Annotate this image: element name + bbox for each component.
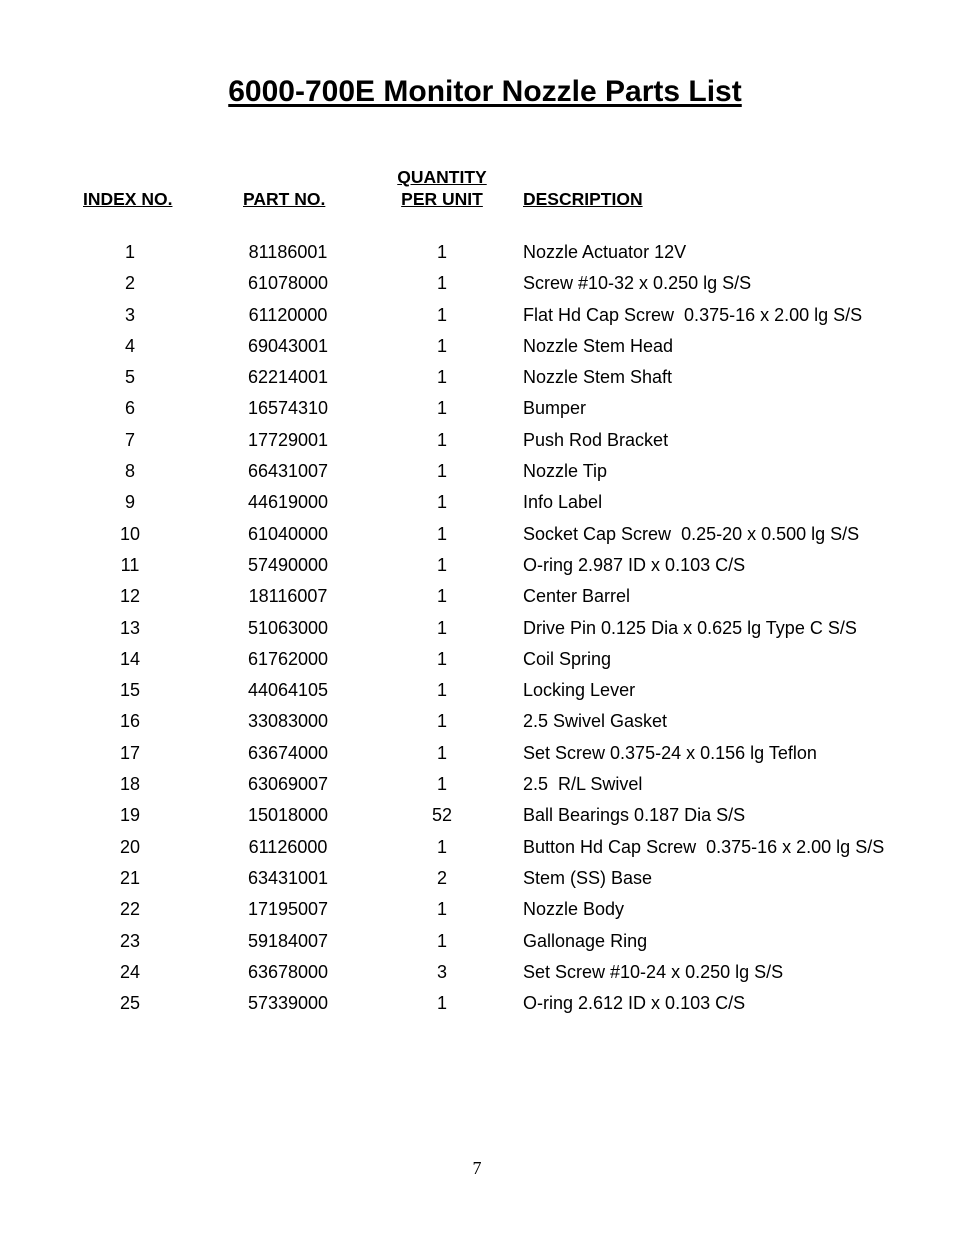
cell-quantity: 3 xyxy=(436,961,447,982)
cell-part-no: 61762000 xyxy=(247,648,329,669)
cell-description: Coil Spring xyxy=(523,648,612,669)
table-row xyxy=(0,988,954,1019)
table-row xyxy=(0,550,954,581)
table-row xyxy=(0,393,954,424)
table-row xyxy=(0,863,954,894)
table-row xyxy=(0,362,954,393)
cell-description: Nozzle Stem Head xyxy=(523,335,674,356)
cell-index: 12 xyxy=(119,586,141,607)
cell-part-no: 61040000 xyxy=(247,523,329,544)
cell-quantity: 1 xyxy=(436,930,447,951)
cell-quantity: 1 xyxy=(436,648,447,669)
cell-quantity: 1 xyxy=(436,461,447,482)
table-row xyxy=(0,613,954,644)
cell-part-no: 18116007 xyxy=(248,586,328,607)
cell-index: 4 xyxy=(124,335,135,356)
cell-index: 20 xyxy=(119,836,141,857)
cell-index: 22 xyxy=(119,899,141,920)
cell-part-no: 57490000 xyxy=(247,554,329,575)
cell-part-no: 63674000 xyxy=(247,742,329,763)
cell-part-no: 66431007 xyxy=(247,461,329,482)
cell-quantity: 1 xyxy=(436,680,447,701)
cell-description: 2.5 R/L Swivel xyxy=(523,774,643,795)
cell-description: Nozzle Tip xyxy=(523,461,608,482)
cell-quantity: 1 xyxy=(436,398,447,419)
table-row xyxy=(0,300,954,331)
table-row xyxy=(0,957,954,988)
cell-index: 15 xyxy=(119,680,141,701)
table-row xyxy=(0,268,954,299)
cell-description: Set Screw #10-24 x 0.250 lg S/S xyxy=(523,961,784,982)
parts-table xyxy=(0,237,954,1019)
table-row xyxy=(0,738,954,769)
cell-index: 3 xyxy=(124,304,135,325)
cell-description: Gallonage Ring xyxy=(523,930,648,951)
cell-part-no: 62214001 xyxy=(247,367,329,388)
cell-part-no: 81186001 xyxy=(248,242,328,262)
cell-part-no: 15018000 xyxy=(247,805,329,826)
cell-part-no: 44064105 xyxy=(247,680,329,701)
cell-part-no: 17195007 xyxy=(247,899,329,920)
cell-quantity: 1 xyxy=(436,711,447,732)
cell-description: O-ring 2.612 ID x 0.103 C/S xyxy=(523,993,746,1014)
cell-index: 23 xyxy=(119,930,141,951)
cell-index: 21 xyxy=(119,867,141,888)
page-title: 6000-700E Monitor Nozzle Parts List xyxy=(228,75,742,108)
header-description: DESCRIPTION xyxy=(523,189,643,209)
cell-index: 24 xyxy=(119,961,141,982)
cell-index: 11 xyxy=(120,554,140,575)
cell-part-no: 33083000 xyxy=(247,711,329,732)
cell-part-no: 61078000 xyxy=(247,273,329,294)
cell-quantity: 1 xyxy=(436,554,447,575)
cell-index: 5 xyxy=(124,367,135,388)
table-row xyxy=(0,769,954,800)
cell-part-no: 63069007 xyxy=(247,774,329,795)
cell-quantity: 1 xyxy=(436,242,447,262)
table-row xyxy=(0,331,954,362)
cell-description: Bumper xyxy=(523,398,587,419)
cell-part-no: 16574310 xyxy=(247,398,329,419)
cell-description: Drive Pin 0.125 Dia x 0.625 lg Type C S/S xyxy=(523,617,857,638)
cell-quantity: 1 xyxy=(436,367,447,388)
table-row xyxy=(0,832,954,863)
cell-description: 2.5 Swivel Gasket xyxy=(523,711,668,732)
header-quantity-line1: QUANTITY xyxy=(397,167,487,187)
table-row xyxy=(0,644,954,675)
cell-part-no: 59184007 xyxy=(247,930,329,951)
header-index-no: INDEX NO. xyxy=(83,189,173,209)
cell-description: Nozzle Body xyxy=(523,899,625,920)
cell-part-no: 61120000 xyxy=(248,304,328,325)
cell-index: 16 xyxy=(119,711,141,732)
cell-index: 19 xyxy=(119,805,141,826)
cell-part-no: 51063000 xyxy=(247,617,329,638)
table-row xyxy=(0,519,954,550)
cell-quantity: 1 xyxy=(436,836,447,857)
header-quantity-line2: PER UNIT xyxy=(401,189,483,209)
cell-description: Locking Lever xyxy=(523,680,636,701)
header-part-no: PART NO. xyxy=(243,189,326,209)
cell-part-no: 63678000 xyxy=(247,961,329,982)
cell-description: Button Hd Cap Screw 0.375-16 x 2.00 lg S/S xyxy=(523,836,885,857)
table-row xyxy=(0,800,954,831)
cell-description: Nozzle Stem Shaft xyxy=(523,367,673,388)
cell-quantity: 1 xyxy=(436,742,447,763)
cell-quantity: 1 xyxy=(436,273,447,294)
cell-quantity: 1 xyxy=(436,304,447,325)
cell-description: Flat Hd Cap Screw 0.375-16 x 2.00 lg S/S xyxy=(523,304,863,325)
cell-index: 9 xyxy=(124,492,135,513)
cell-index: 10 xyxy=(119,523,141,544)
cell-quantity: 1 xyxy=(436,492,447,513)
cell-quantity: 1 xyxy=(436,993,447,1014)
cell-part-no: 57339000 xyxy=(247,993,329,1014)
cell-index: 7 xyxy=(124,429,135,450)
cell-index: 13 xyxy=(119,617,141,638)
table-row xyxy=(0,675,954,706)
cell-description: Center Barrel xyxy=(523,586,631,607)
table-row xyxy=(0,894,954,925)
cell-quantity: 1 xyxy=(436,586,447,607)
cell-quantity: 1 xyxy=(436,617,447,638)
cell-description: Stem (SS) Base xyxy=(523,867,653,888)
cell-index: 25 xyxy=(119,993,141,1014)
cell-index: 6 xyxy=(124,398,135,419)
cell-quantity: 2 xyxy=(436,867,447,888)
cell-quantity: 1 xyxy=(436,523,447,544)
cell-index: 18 xyxy=(119,774,141,795)
table-row xyxy=(0,487,954,518)
cell-quantity: 1 xyxy=(436,899,447,920)
cell-description: O-ring 2.987 ID x 0.103 C/S xyxy=(523,554,746,575)
table-row xyxy=(0,237,954,268)
cell-index: 8 xyxy=(124,461,135,482)
cell-description: Screw #10-32 x 0.250 lg S/S xyxy=(523,273,752,294)
cell-index: 1 xyxy=(124,242,135,262)
table-row xyxy=(0,581,954,612)
page-number: 7 xyxy=(472,1158,482,1178)
cell-index: 17 xyxy=(119,742,141,763)
cell-description: Push Rod Bracket xyxy=(523,429,669,450)
cell-part-no: 61126000 xyxy=(248,836,328,857)
table-row xyxy=(0,456,954,487)
table-row xyxy=(0,425,954,456)
cell-part-no: 63431001 xyxy=(247,867,329,888)
table-row xyxy=(0,706,954,737)
cell-description: Socket Cap Screw 0.25-20 x 0.500 lg S/S xyxy=(523,523,860,544)
cell-description: Ball Bearings 0.187 Dia S/S xyxy=(523,805,746,826)
cell-index: 2 xyxy=(124,273,135,294)
cell-description: Nozzle Actuator 12V xyxy=(523,242,687,262)
header-quantity xyxy=(382,166,502,210)
cell-description: Info Label xyxy=(523,492,603,513)
cell-quantity: 1 xyxy=(436,335,447,356)
cell-part-no: 17729001 xyxy=(247,429,329,450)
cell-quantity: 1 xyxy=(436,774,447,795)
cell-quantity: 1 xyxy=(436,429,447,450)
cell-part-no: 69043001 xyxy=(247,335,329,356)
table-row xyxy=(0,926,954,957)
cell-index: 14 xyxy=(119,648,141,669)
cell-part-no: 44619000 xyxy=(247,492,329,513)
cell-quantity: 52 xyxy=(431,805,453,826)
cell-description: Set Screw 0.375-24 x 0.156 lg Teflon xyxy=(523,742,817,763)
